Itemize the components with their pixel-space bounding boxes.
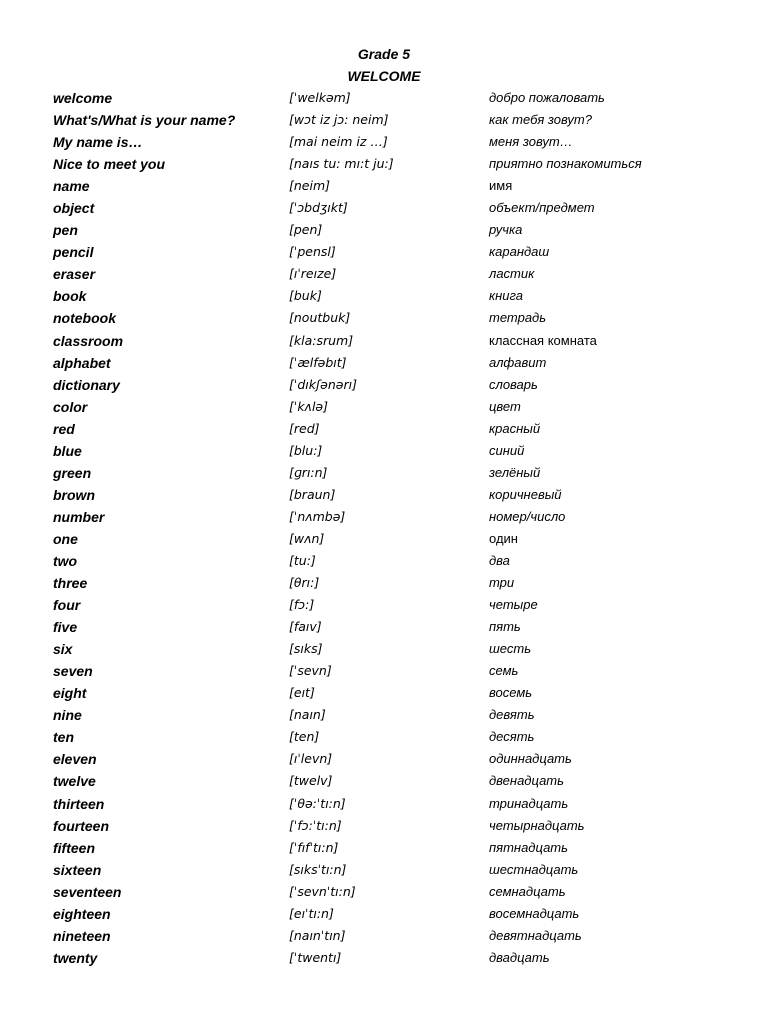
- vocab-phonetic: [wɔt iz jɔ: neim]: [289, 112, 389, 128]
- vocab-row: [0, 397, 768, 419]
- vocab-word: thirteen: [53, 795, 105, 812]
- vocab-translation: коричневый: [489, 486, 562, 502]
- vocab-row: [0, 375, 768, 397]
- vocab-row: [0, 683, 768, 705]
- vocab-translation: книга: [489, 288, 524, 304]
- vocab-phonetic: [ˈθə:ˈtı:n]: [289, 795, 346, 811]
- vocab-word: five: [53, 619, 78, 636]
- vocab-word: color: [53, 398, 88, 415]
- vocab-row: [0, 220, 768, 242]
- vocab-word: red: [53, 420, 75, 437]
- vocab-translation: синий: [489, 442, 525, 458]
- vocab-row: [0, 948, 768, 970]
- vocab-phonetic: [kla:srum]: [289, 332, 354, 348]
- vocab-translation: шесть: [489, 641, 532, 657]
- vocab-translation: алфавит: [489, 354, 547, 370]
- vocab-translation: семнадцать: [489, 883, 566, 899]
- vocab-row: [0, 617, 768, 639]
- vocab-phonetic: [ˈɔbdʒıkt]: [289, 200, 348, 216]
- vocab-phonetic: [ˈdıkʃənərı]: [289, 376, 357, 392]
- vocab-row: [0, 286, 768, 308]
- vocab-word: two: [53, 552, 78, 569]
- vocab-phonetic: [naın]: [289, 707, 326, 723]
- vocab-row: [0, 705, 768, 727]
- vocab-row: [0, 264, 768, 286]
- vocab-row: [0, 353, 768, 375]
- vocab-translation: объект/предмет: [489, 200, 595, 216]
- vocab-word: sixteen: [53, 861, 102, 878]
- vocab-word: twelve: [53, 773, 96, 790]
- vocab-translation: пять: [489, 619, 521, 635]
- vocab-row: [0, 639, 768, 661]
- vocab-word: eighteen: [53, 905, 111, 922]
- vocab-word: Nice to meet you: [53, 156, 166, 173]
- vocab-row: [0, 816, 768, 838]
- vocab-row: [0, 794, 768, 816]
- vocab-phonetic: [fɔ:]: [289, 597, 315, 613]
- vocab-translation: восемь: [489, 685, 533, 701]
- vocab-word: dictionary: [53, 376, 120, 393]
- vocab-word: eleven: [53, 751, 97, 768]
- vocab-phonetic: [pen]: [289, 222, 323, 238]
- vocab-phonetic: [tu:]: [289, 552, 316, 568]
- vocab-row: [0, 573, 768, 595]
- vocab-translation: ручка: [489, 222, 523, 238]
- vocab-phonetic: [ˈpensl]: [289, 244, 336, 260]
- vocab-translation: двадцать: [489, 949, 550, 965]
- vocab-row: [0, 441, 768, 463]
- vocab-row: [0, 176, 768, 198]
- vocab-row: [0, 88, 768, 110]
- vocab-row: [0, 463, 768, 485]
- section-title: WELCOME: [347, 68, 421, 84]
- vocab-phonetic: [braun]: [289, 486, 336, 502]
- vocab-translation: тринадцать: [489, 795, 569, 811]
- vocab-translation: классная комната: [489, 332, 597, 348]
- vocab-translation: восемнадцать: [489, 905, 580, 921]
- vocab-translation: ластик: [489, 266, 535, 282]
- vocab-phonetic: [eıt]: [289, 685, 315, 701]
- vocab-phonetic: [naınˈtın]: [289, 927, 346, 943]
- vocab-translation: как тебя зовут?: [489, 112, 592, 128]
- vocab-word: seventeen: [53, 883, 122, 900]
- vocab-translation: цвет: [489, 398, 521, 414]
- vocab-word: My name is…: [53, 134, 143, 151]
- vocab-phonetic: [buk]: [289, 288, 322, 304]
- vocab-word: ten: [53, 729, 74, 746]
- vocab-row: [0, 838, 768, 860]
- vocab-phonetic: [ıˈlevn]: [289, 751, 333, 767]
- vocab-phonetic: [red]: [289, 420, 320, 436]
- vocab-phonetic: [blu:]: [289, 442, 323, 458]
- vocab-translation: четырнадцать: [489, 817, 585, 833]
- vocab-phonetic: [noutbuk]: [289, 310, 351, 326]
- vocab-translation: один: [489, 530, 518, 546]
- vocab-phonetic: [θrı:]: [289, 575, 320, 591]
- vocab-phonetic: [ˈnʌmbə]: [289, 508, 346, 524]
- vocab-translation: одиннадцать: [489, 751, 572, 767]
- vocab-row: [0, 904, 768, 926]
- vocab-translation: двенадцать: [489, 773, 564, 789]
- vocab-phonetic: [ˈfıfˈtı:n]: [289, 839, 339, 855]
- vocab-phonetic: [ˈælfəbıt]: [289, 354, 347, 370]
- vocab-translation: два: [489, 552, 510, 568]
- vocab-phonetic: [ˈsevn]: [289, 663, 332, 679]
- vocab-phonetic: [sıksˈtı:n]: [289, 861, 347, 877]
- vocab-row: [0, 860, 768, 882]
- vocab-row: [0, 551, 768, 573]
- vocab-translation: имя: [489, 178, 513, 194]
- vocab-translation: шестнадцать: [489, 861, 579, 877]
- vocab-row: [0, 485, 768, 507]
- vocab-word: one: [53, 530, 78, 547]
- vocab-word: six: [53, 641, 73, 658]
- vocab-phonetic: [ıˈreıze]: [289, 266, 337, 282]
- vocab-row: [0, 419, 768, 441]
- vocab-word: four: [53, 597, 81, 614]
- vocab-row: [0, 507, 768, 529]
- vocab-word: eraser: [53, 266, 96, 283]
- vocab-word: number: [53, 508, 105, 525]
- vocab-translation: карандаш: [489, 244, 550, 260]
- vocab-phonetic: [sıks]: [289, 641, 323, 657]
- vocab-word: book: [53, 288, 87, 305]
- vocab-translation: четыре: [489, 597, 538, 613]
- vocab-word: brown: [53, 486, 95, 503]
- vocab-word: nine: [53, 707, 82, 724]
- vocab-translation: семь: [489, 663, 519, 679]
- vocab-translation: десять: [489, 729, 535, 745]
- vocab-phonetic: [ˈtwentı]: [289, 949, 342, 965]
- vocab-word: eight: [53, 685, 87, 702]
- vocab-word: What's/What is your name?: [53, 112, 236, 129]
- vocab-phonetic: [ˈwelkəm]: [289, 90, 351, 105]
- vocabulary-list: [0, 88, 768, 970]
- vocab-translation: меня зовут…: [489, 134, 573, 150]
- vocab-translation: номер/число: [489, 508, 566, 524]
- vocab-phonetic: [eıˈtı:n]: [289, 905, 334, 921]
- vocab-row: [0, 198, 768, 220]
- vocab-translation: три: [489, 575, 515, 591]
- vocab-word: classroom: [53, 332, 124, 349]
- vocab-word: blue: [53, 442, 82, 459]
- vocab-word: three: [53, 575, 88, 592]
- vocab-row: [0, 727, 768, 749]
- vocab-translation: словарь: [489, 376, 538, 392]
- vocab-word: name: [53, 178, 90, 195]
- vocab-word: welcome: [53, 90, 113, 106]
- vocab-row: [0, 661, 768, 683]
- vocab-word: fifteen: [53, 839, 95, 856]
- vocab-word: pen: [53, 222, 78, 239]
- vocab-translation: добро пожаловать: [489, 90, 605, 105]
- grade-heading: Grade 5: [357, 46, 411, 62]
- vocab-translation: зелёный: [489, 464, 541, 480]
- vocab-phonetic: [naıs tu: mı:t ju:]: [289, 156, 394, 172]
- vocab-translation: красный: [489, 420, 541, 436]
- vocab-word: twenty: [53, 949, 98, 966]
- vocab-word: notebook: [53, 310, 116, 327]
- vocab-phonetic: [ˈkʌlə]: [289, 398, 328, 414]
- vocab-translation: девятнадцать: [489, 927, 582, 943]
- vocab-row: [0, 132, 768, 154]
- vocab-phonetic: [wʌn]: [289, 530, 325, 546]
- vocab-word: object: [53, 200, 95, 217]
- vocab-phonetic: [ˈfɔ:ˈtı:n]: [289, 817, 342, 833]
- vocab-word: seven: [53, 663, 93, 680]
- vocab-row: [0, 771, 768, 793]
- vocab-phonetic: [twelv]: [289, 773, 333, 789]
- vocab-row: [0, 926, 768, 948]
- vocab-phonetic: [ɡrı:n]: [289, 464, 328, 480]
- vocab-translation: девять: [489, 707, 535, 723]
- vocab-row: [0, 110, 768, 132]
- vocab-row: [0, 529, 768, 551]
- vocab-translation: приятно познакомиться: [489, 156, 642, 172]
- vocab-phonetic: [mai neim iz …]: [289, 134, 388, 150]
- vocab-word: green: [53, 464, 92, 481]
- vocab-phonetic: [neim]: [289, 178, 331, 194]
- vocab-word: alphabet: [53, 354, 111, 371]
- vocab-row: [0, 595, 768, 617]
- vocab-translation: тетрадь: [489, 310, 547, 326]
- vocab-row: [0, 242, 768, 264]
- vocab-word: fourteen: [53, 817, 109, 834]
- vocab-row: [0, 882, 768, 904]
- vocab-phonetic: [ˈsevnˈtı:n]: [289, 883, 356, 899]
- vocab-word: nineteen: [53, 927, 111, 944]
- vocab-phonetic: [faıv]: [289, 619, 322, 635]
- vocab-word: pencil: [53, 244, 94, 261]
- vocab-phonetic: [ten]: [289, 729, 320, 745]
- vocab-row: [0, 154, 768, 176]
- vocab-row: [0, 308, 768, 330]
- vocab-translation: пятнадцать: [489, 839, 568, 855]
- vocab-row: [0, 331, 768, 353]
- vocab-row: [0, 749, 768, 771]
